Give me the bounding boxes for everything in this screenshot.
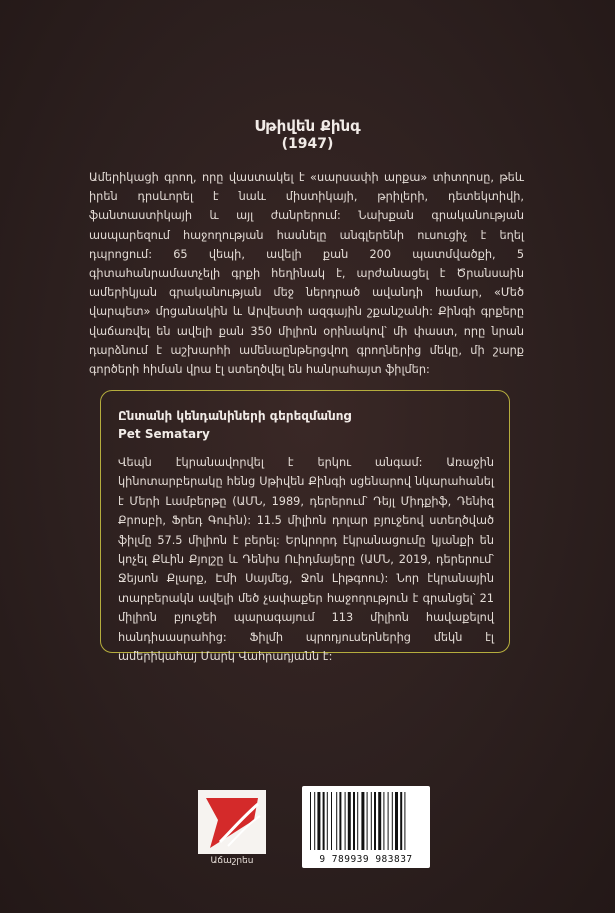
film-description: Վեպն էկրանավորվել է երկու անգամ: Առաջին կինոտարբերակը հենց Սթիվեն Քինգի սցենարով նկարահանել է Մերի Լամբերթը (ԱՄՆ, 1989, դերերում՝ Դեյլ Միդքիֆ, Դենիզ Քրոսբի, Ֆրեդ Գուին): 11.5 միլիոն դոլար բյուջեով ստեղծված ֆիլմը 57.5 միլիոն է բերել: Երկրորդ էկրանացումը կյանքի են կոչել Քևին Քյոլշը և Դենիս Ուիդմայերը (ԱՄՆ, 2019, դերերում՝ Ջեյսոն Քլարք, Էմի Սայմեց, Ջոն Լիթգոու): Նոր էկրանային տարբերակն ավելի մեծ չափաքեր հաջողություն է գրանցել՝ 21 միլիոն բյուջեի պարագայում 113 միլիոն հավաքելով հանդիսասրահից: Ֆիլմի պրոդյուսերներից մեկն էլ ամերիկահայ Մարկ Վահրադյանն է: [118, 456, 494, 664]
publisher-logo [198, 790, 266, 854]
barcode [302, 786, 430, 868]
isbn-number: 9 789939 983837 [319, 854, 413, 865]
film-info-box [100, 390, 510, 664]
film-original-title: Pet Sematary [118, 427, 210, 441]
barcode-bars [302, 786, 430, 856]
publisher-logo-icon [198, 790, 266, 854]
author-name: Սթիվեն Քինգ [254, 117, 361, 135]
author-years: (1947) [281, 136, 334, 152]
publisher-name: Աճաշրես [210, 856, 254, 866]
film-title: Ընտանի կենդանիների գերեզմանոց [118, 409, 352, 423]
author-bio: Ամերիկացի գրող, որը վաստակել է «սարսափի արքա» տիտղոսը, թեև իրեն դրսևորել է նաև միստիկայի, թրիլերի, դետեկտիվի, ֆանտաստիկայի և այլ ժանրերում: Նախքան գրականության ասպարեզում հաջողության հասնելը անգլերենի ուսուցիչ է եղել դպրոցում: 65 վեպի, ավելի քան 200 պատմվածքի, 5 գիտահանրամատչելի գրքի հեղինակ է, արժանացել է Ծրանսաին ամերիկյան գրականության մեջ ներդրած ավանդի համար, «Մեծ վարպետ» մրցանակին և Արվեստի ազգային շքանշանի: Քինգի գրքերը վաճառվել են ավելի քան 350 միլիոն օրինակով՝ մի փաստ, որը նրան դարձնում է աշխարհի ամենաընթերցվող գրողներից մեկը, մի շարք գործերի հիման վրա էլ ստեղծվել են հանրահայտ ֆիլմեր: [89, 171, 524, 377]
